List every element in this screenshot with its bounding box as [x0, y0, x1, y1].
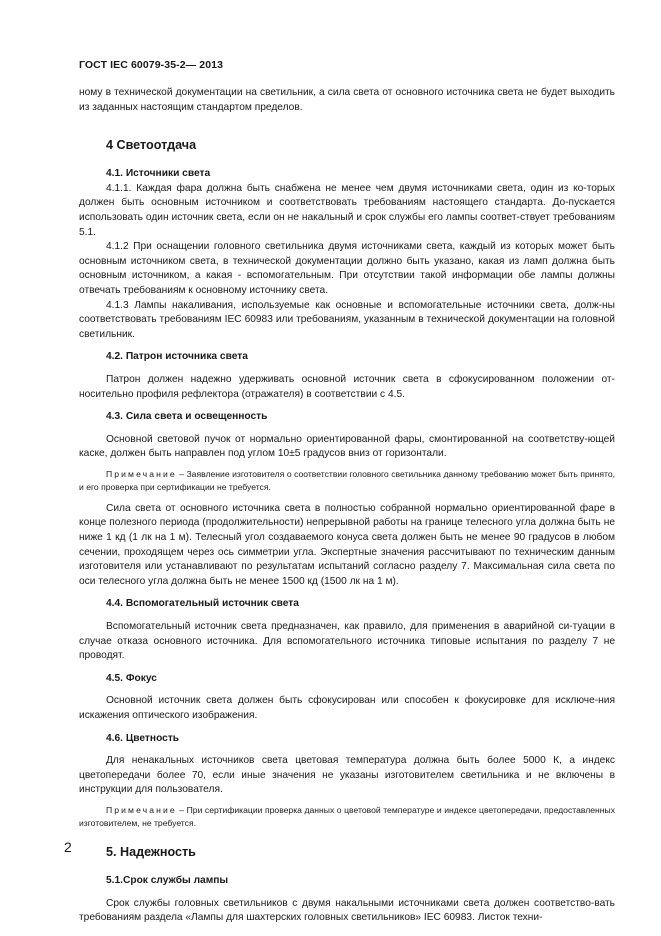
subsection-4-3-heading: 4.3. Сила света и освещенность [106, 411, 268, 423]
document-header: ГОСТ IEC 60079-35-2— 2013 [79, 59, 224, 71]
paragraph-4-2: Патрон должен надежно удерживать основной источник света в сфокусированном положении от-носительно профиля рефлектора (отражателя) в соответствии с 4.5. [79, 373, 615, 400]
note-4-3 [79, 468, 615, 494]
intro-paragraph: ному в технической документации на светильник, а сила света от основного источника света не будет выходить из заданных настоящим стандартом пределов. [79, 87, 615, 113]
subsection-4-1-heading: 4.1. Источники света [106, 168, 211, 180]
note-text: – При сертификации проверка данных о цветовой температуре и индексе цветопередачи, предоставленных изготовителем, не требуется. [79, 804, 615, 828]
paragraph-4-6: Для ненакальных источников света цветовая температура должна быть более 5000 К, а индекс цветопередачи более 70, если иные значения не указаны изготовителем светильника и не включены в инструкции для пользователя. [79, 755, 615, 796]
paragraph-4-3-a: Основной световой пучок от нормально ориентированной фары, смонтированной на соответству-ющей каске, должен быть направлен под углом 10±5 градусов вниз от горизонтали. [79, 433, 615, 460]
section-4-heading: 4 Светоотдача [106, 138, 197, 153]
page-content [79, 86, 615, 926]
note-label: Примечание [106, 804, 177, 815]
paragraph-4-1-3: 4.1.3 Лампы накаливания, используемые как основные и вспомогательные источники света, долж-ны соответствовать требованиям IEC 60983 или требованиям, указанным в технической документации на головной светильник. [79, 299, 615, 340]
section-5-heading: 5. Надежность [106, 844, 196, 859]
subsection-4-2-heading: 4.2. Патрон источника света [106, 351, 248, 363]
paragraph-4-4: Вспомогательный источник света предназначен, как правило, для применения в аварийной си-туации в случае отказа основного источника. Для вспомогательного источника типовые испытания по разделу 7 не проводят. [79, 621, 615, 662]
paragraph-4-3-b: Сила света от основного источника света в полностью собранной нормально ориентированной фаре в конце полезного периода (продолжительности) непрерывной работы на границе телесного угла должна быть не ниже 1 кд (1 лк на 1 м). Телесный угол создаваемого конуса света должен быть не менее 90 градусов в любом сечении, проходящем через ось симметрии угла. Экспертные значения рассчитывают по техническим данным изготовителя или устанавливают по результатам испытаний согласно разделу 7. Максимальная сила света по оси телесного угла должна быть не менее 1500 кд (1500 лк на 1 м). [79, 502, 615, 587]
note-4-6 [79, 804, 615, 830]
subsection-4-4-heading: 4.4. Вспомогательный источник света [106, 598, 299, 610]
paragraph-5-1: Срок службы головных светильников с двумя накальными источниками света должен соответство-вать требованиям раздела «Лампы для шахтерских головных светильников» IEC 60983. Листок техни- [79, 897, 615, 924]
note-label: Примечание [106, 468, 177, 479]
subsection-4-6-heading: 4.6. Цветность [106, 732, 180, 744]
paragraph-4-1-1: 4.1.1. Каждая фара должна быть снабжена не менее чем двумя источниками света, один из ко-торых должен быть основным источником и соответствовать требованиям настоящего стандарта. До-пускается использовать один источник света, если он не накальный и срок службы его лампы соответ-ствует требованиям 5.1. [79, 182, 615, 238]
note-text: – Заявление изготовителя о соответствии головного светильника данному требованию может быть принято, и его проверка при сертификации не требуется. [79, 468, 615, 492]
page-number: 2 [64, 839, 72, 855]
paragraph-4-5: Основной источник света должен быть сфокусирован или способен к фокусировке для исключе-ния искажения оптического изображения. [79, 695, 615, 721]
subsection-5-1-heading: 5.1.Срок службы лампы [106, 874, 229, 886]
subsection-4-5-heading: 4.5. Фокус [106, 672, 157, 684]
paragraph-4-1-2: 4.1.2 При оснащении головного светильника двумя источниками света, каждый из которых может быть основным источником света, в технической документации должно быть указано, какая из ламп должна быть основным источником, а какая - вспомогательным. При отсутствии такой информации обе лампы должны отвечать требованиям к основному источнику света. [79, 241, 615, 296]
